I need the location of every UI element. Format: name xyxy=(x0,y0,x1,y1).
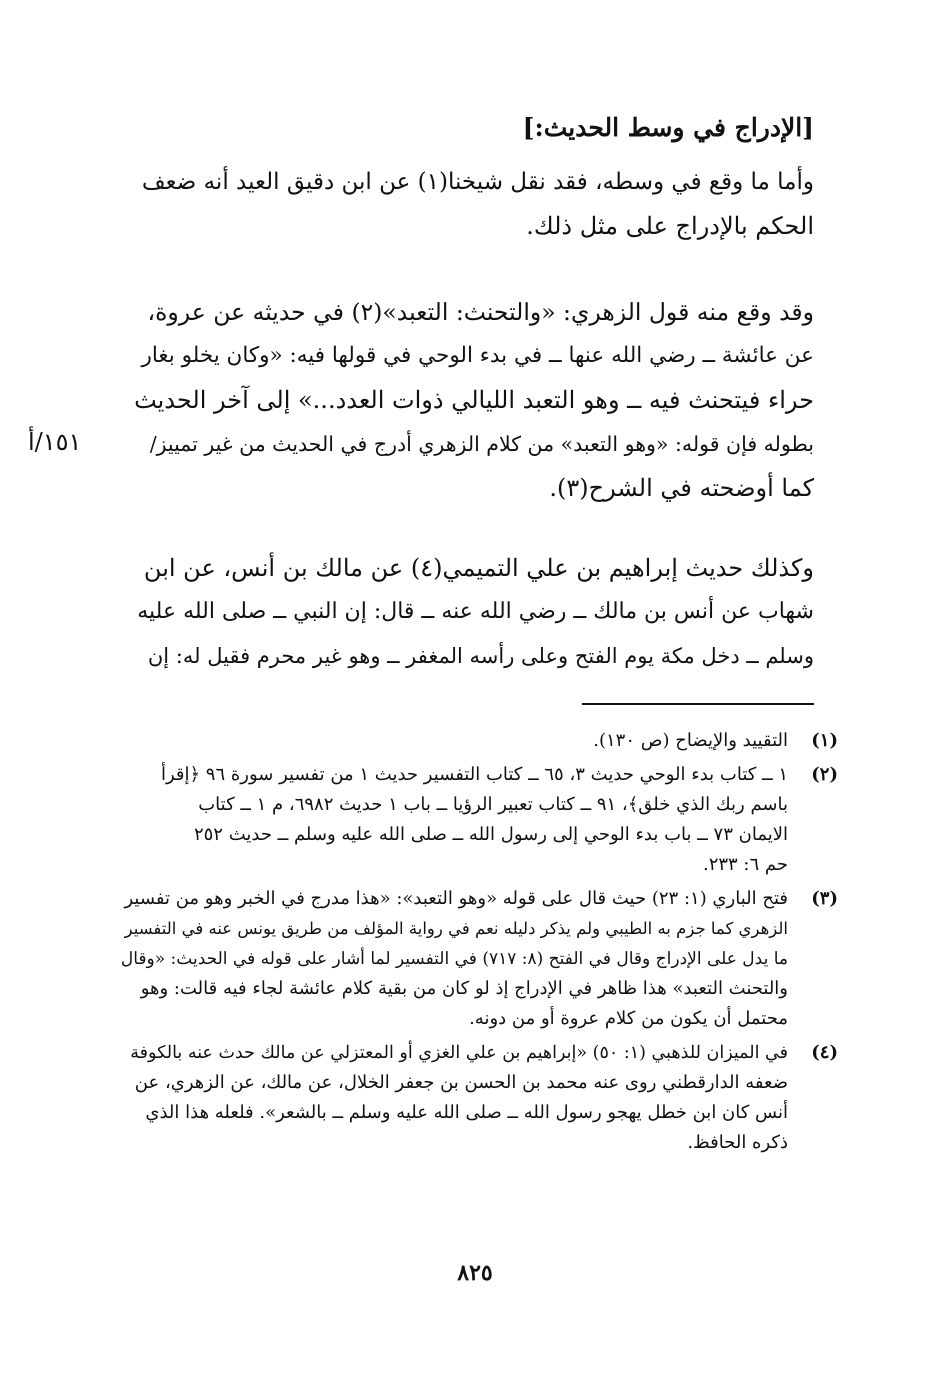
footnote-text xyxy=(118,760,788,880)
footnote-line: الزهري كما جزم به الطيبي ولم يذكر دليله نعم في رواية المؤلف من طريق يونس عنه في التفسير xyxy=(124,919,788,938)
footnote-text xyxy=(118,726,788,756)
footnote-number: (٢) xyxy=(811,764,838,785)
footnote-line: التقييد والإيضاح (ص ١٣٠). xyxy=(593,730,788,751)
manuscript-folio-marker: ١٥١/أ xyxy=(28,428,82,456)
footnote-line: محتمل أن يكون من كلام عروة أو من دونه. xyxy=(469,1008,788,1029)
page-number: ٨٢٥ xyxy=(457,1260,493,1286)
footnote-3 xyxy=(118,884,838,1034)
paragraph-3 xyxy=(134,546,814,678)
footnote-number: (٤) xyxy=(811,1042,838,1063)
footnote-separator xyxy=(582,703,814,705)
footnote-line: والتحنث التعبد» هذا ظاهر في الإدراج إذ لو كان من بقية كلام عائشة لجاء فيه قالت: وهو xyxy=(140,978,788,999)
footnotes xyxy=(118,726,838,1162)
footnote-line: فتح الباري (١: ٢٣) حيث قال على قوله «وهو التعبد»: «هذا مدرج في الخبر وهو من تفسير xyxy=(124,888,788,909)
footnote-number: (٣) xyxy=(811,888,838,909)
paragraph-line: وقد وقع منه قول الزهري: «والتحنث: التعبد»(٢) في حديثه عن عروة، xyxy=(147,298,814,326)
footnote-1 xyxy=(118,726,838,756)
footnote-line: ما يدل على الإدراج وقال في الفتح (٨: ٧١٧) في التفسير لما أشار على قوله في الحديث: «وقال xyxy=(120,949,788,969)
paragraph-2 xyxy=(134,290,814,510)
footnote-text xyxy=(118,884,788,1034)
paragraph-line: وسلم ــ دخل مكة يوم الفتح وعلى رأسه المغفر ــ وهو غير محرم فقيل له: إن xyxy=(147,644,814,668)
footnote-line: ١ ــ كتاب بدء الوحي حديث ٣، ٦٥ ــ كتاب التفسير حديث ١ من تفسير سورة ٩٦ ﴿إقرأ xyxy=(160,764,788,785)
paragraph-line: شهاب عن أنس بن مالك ــ رضي الله عنه ــ قال: إن النبي ــ صلى الله عليه xyxy=(137,599,814,624)
paragraph-line: حراء فيتحنث فيه ــ وهو التعبد الليالي ذوات العدد...» إلى آخر الحديث xyxy=(134,386,814,414)
section-heading: [الإدراج في وسط الحديث:] xyxy=(522,113,814,142)
footnote-text xyxy=(118,1038,788,1158)
paragraph-line: وأما ما وقع في وسطه، فقد نقل شيخنا(١) عن ابن دقيق العيد أنه ضعف xyxy=(141,169,814,195)
footnote-line: الايمان ٧٣ ــ باب بدء الوحي إلى رسول الله ــ صلى الله عليه وسلم ــ حديث ٢٥٢ xyxy=(193,824,788,845)
paragraph-1 xyxy=(134,160,814,248)
footnote-line: باسم ربك الذي خلق﴾، ٩١ ــ كتاب تعبير الرؤيا ــ باب ١ حديث ٦٩٨٢، م ١ ــ كتاب xyxy=(198,794,788,815)
footnote-number: (١) xyxy=(811,730,838,751)
paragraph-line: الحكم بالإدراج على مثل ذلك. xyxy=(526,212,814,240)
footnote-4 xyxy=(118,1038,838,1158)
footnote-2 xyxy=(118,760,838,880)
footnote-line: ذكره الحافظ. xyxy=(687,1132,788,1153)
footnote-line: أنس كان ابن خطل يهجو رسول الله ــ صلى الله عليه وسلم ــ بالشعر». فلعله هذا الذي xyxy=(145,1102,788,1123)
paragraph-line: بطوله فإن قوله: «وهو التعبد» من كلام الزهري أدرج في الحديث من غير تمييز/ xyxy=(149,432,814,456)
paragraph-line: كما أوضحته في الشرح(٣). xyxy=(549,474,814,502)
footnote-line: ضعفه الدارقطني روى عنه محمد بن الحسن بن جعفر الخلال، عن مالك، عن الزهري، عن xyxy=(134,1072,788,1093)
footnote-line: حم ٦: ٢٣٣. xyxy=(702,854,788,875)
paragraph-line: وكذلك حديث إبراهيم بن علي التميمي(٤) عن مالك بن أنس، عن ابن xyxy=(143,554,814,582)
paragraph-line: عن عائشة ــ رضي الله عنها ــ في بدء الوحي في قولها فيه: «وكان يخلو بغار xyxy=(141,343,814,368)
footnote-line: في الميزان للذهبي (١: ٥٠) «إبراهيم بن علي الغزي أو المعتزلي عن مالك حدث عنه بالكوفة xyxy=(130,1043,788,1063)
